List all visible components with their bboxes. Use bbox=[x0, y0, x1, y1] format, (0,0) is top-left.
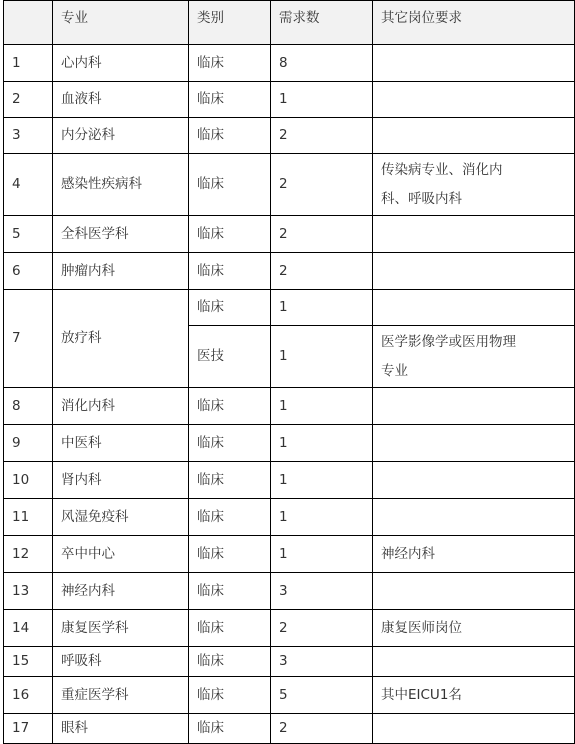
cell-note bbox=[373, 118, 575, 154]
cell-count: 1 bbox=[271, 499, 373, 536]
cell-category: 临床 bbox=[189, 253, 271, 290]
cell-category: 临床 bbox=[189, 462, 271, 499]
cell-index: 1 bbox=[4, 45, 53, 82]
cell-index: 6 bbox=[4, 253, 53, 290]
cell-category: 临床 bbox=[189, 388, 271, 425]
cell-count: 1 bbox=[271, 425, 373, 462]
header-cell-requirements: 其它岗位要求 bbox=[373, 1, 575, 45]
cell-category: 临床 bbox=[189, 677, 271, 714]
cell-index: 17 bbox=[4, 714, 53, 744]
cell-category: 临床 bbox=[189, 290, 271, 326]
table-row bbox=[4, 714, 575, 744]
cell-index: 13 bbox=[4, 573, 53, 610]
cell-major: 神经内科 bbox=[53, 573, 189, 610]
cell-major: 消化内科 bbox=[53, 388, 189, 425]
header-cell-index bbox=[4, 1, 53, 45]
cell-note bbox=[373, 499, 575, 536]
cell-index: 2 bbox=[4, 82, 53, 118]
cell-note: 神经内科 bbox=[373, 536, 575, 573]
cell-note bbox=[373, 388, 575, 425]
header-cell-count: 需求数 bbox=[271, 1, 373, 45]
header-row bbox=[4, 1, 575, 45]
cell-category: 临床 bbox=[189, 573, 271, 610]
table-row bbox=[4, 462, 575, 499]
cell-category: 临床 bbox=[189, 499, 271, 536]
cell-count: 2 bbox=[271, 216, 373, 253]
cell-count: 1 bbox=[271, 388, 373, 425]
cell-major: 康复医学科 bbox=[53, 610, 189, 647]
cell-major: 感染性疾病科 bbox=[53, 154, 189, 216]
cell-index: 16 bbox=[4, 677, 53, 714]
cell-count: 2 bbox=[271, 610, 373, 647]
cell-count: 2 bbox=[271, 714, 373, 744]
header-cell-category: 类别 bbox=[189, 1, 271, 45]
cell-count: 1 bbox=[271, 536, 373, 573]
cell-category: 临床 bbox=[189, 118, 271, 154]
table-row bbox=[4, 425, 575, 462]
cell-note: 医学影像学或医用物理专业 bbox=[373, 326, 575, 388]
cell-major: 血液科 bbox=[53, 82, 189, 118]
cell-count: 2 bbox=[271, 253, 373, 290]
cell-note bbox=[373, 714, 575, 744]
cell-index: 8 bbox=[4, 388, 53, 425]
cell-count: 1 bbox=[271, 462, 373, 499]
cell-note bbox=[373, 45, 575, 82]
cell-index: 14 bbox=[4, 610, 53, 647]
cell-count: 2 bbox=[271, 154, 373, 216]
table-row bbox=[4, 154, 575, 216]
cell-index: 4 bbox=[4, 154, 53, 216]
cell-note bbox=[373, 82, 575, 118]
cell-count: 3 bbox=[271, 573, 373, 610]
cell-category: 临床 bbox=[189, 82, 271, 118]
cell-index: 12 bbox=[4, 536, 53, 573]
table-row bbox=[4, 677, 575, 714]
cell-note: 传染病专业、消化内科、呼吸内科 bbox=[373, 154, 575, 216]
cell-count: 1 bbox=[271, 326, 373, 388]
table-row bbox=[4, 388, 575, 425]
cell-category: 临床 bbox=[189, 536, 271, 573]
cell-category: 临床 bbox=[189, 216, 271, 253]
cell-note bbox=[373, 462, 575, 499]
cell-major: 心内科 bbox=[53, 45, 189, 82]
cell-major: 放疗科 bbox=[53, 290, 189, 388]
cell-count: 8 bbox=[271, 45, 373, 82]
cell-index: 10 bbox=[4, 462, 53, 499]
cell-note bbox=[373, 573, 575, 610]
cell-count: 5 bbox=[271, 677, 373, 714]
header-cell-major: 专业 bbox=[53, 1, 189, 45]
table-row bbox=[4, 573, 575, 610]
cell-major: 内分泌科 bbox=[53, 118, 189, 154]
table-row bbox=[4, 647, 575, 677]
table-row bbox=[4, 290, 575, 326]
table-row bbox=[4, 499, 575, 536]
cell-category: 医技 bbox=[189, 326, 271, 388]
cell-major: 肾内科 bbox=[53, 462, 189, 499]
cell-major: 风湿免疫科 bbox=[53, 499, 189, 536]
cell-note bbox=[373, 290, 575, 326]
cell-index: 3 bbox=[4, 118, 53, 154]
cell-major: 卒中中心 bbox=[53, 536, 189, 573]
cell-count: 2 bbox=[271, 118, 373, 154]
cell-note bbox=[373, 425, 575, 462]
cell-index: 5 bbox=[4, 216, 53, 253]
table-row bbox=[4, 118, 575, 154]
cell-category: 临床 bbox=[189, 425, 271, 462]
table-row bbox=[4, 253, 575, 290]
cell-category: 临床 bbox=[189, 45, 271, 82]
table-row bbox=[4, 610, 575, 647]
cell-category: 临床 bbox=[189, 714, 271, 744]
cell-major: 呼吸科 bbox=[53, 647, 189, 677]
cell-count: 1 bbox=[271, 82, 373, 118]
cell-note bbox=[373, 253, 575, 290]
cell-category: 临床 bbox=[189, 154, 271, 216]
cell-index: 11 bbox=[4, 499, 53, 536]
cell-count: 1 bbox=[271, 290, 373, 326]
cell-index: 15 bbox=[4, 647, 53, 677]
cell-category: 临床 bbox=[189, 647, 271, 677]
cell-category: 临床 bbox=[189, 610, 271, 647]
table-row bbox=[4, 216, 575, 253]
cell-major: 眼科 bbox=[53, 714, 189, 744]
cell-major: 全科医学科 bbox=[53, 216, 189, 253]
cell-index: 9 bbox=[4, 425, 53, 462]
table-row bbox=[4, 82, 575, 118]
cell-note: 康复医师岗位 bbox=[373, 610, 575, 647]
table-row bbox=[4, 45, 575, 82]
cell-major: 肿瘤内科 bbox=[53, 253, 189, 290]
recruitment-table bbox=[3, 0, 575, 744]
table-row bbox=[4, 536, 575, 573]
cell-note: 其中EICU1名 bbox=[373, 677, 575, 714]
cell-count: 3 bbox=[271, 647, 373, 677]
cell-major: 重症医学科 bbox=[53, 677, 189, 714]
cell-note bbox=[373, 216, 575, 253]
cell-note bbox=[373, 647, 575, 677]
cell-index: 7 bbox=[4, 290, 53, 388]
cell-major: 中医科 bbox=[53, 425, 189, 462]
